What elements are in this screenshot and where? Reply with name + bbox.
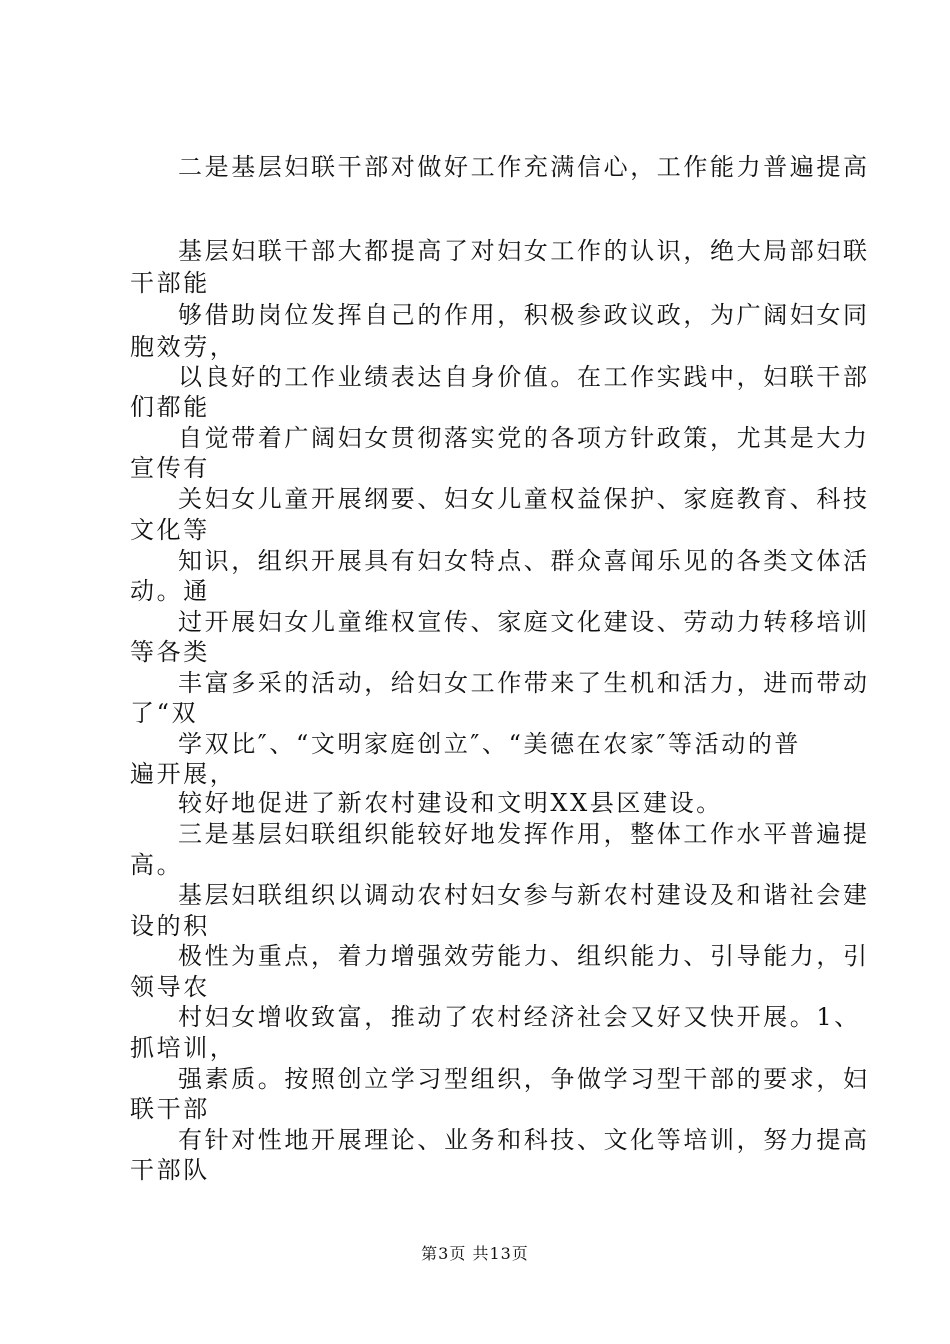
body-line: 设的积 (130, 912, 210, 940)
body-line: 村妇女增收致富，推动了农村经济社会又好又快开展。1、 (178, 1003, 861, 1031)
body-line: 高。 (130, 851, 184, 879)
body-line: 基层妇联组织以调动农村妇女参与新农村建设及和谐社会建 (178, 881, 870, 909)
body-line: 了“双 (130, 699, 199, 727)
body-line: 知识，组织开展具有妇女特点、群众喜闻乐见的各类文体活 (178, 547, 870, 575)
body-line: 文化等 (130, 516, 210, 544)
body-line: 联干部 (130, 1095, 210, 1123)
body-line: 三是基层妇联组织能较好地发挥作用，整体工作水平普遍提 (178, 820, 870, 848)
body-line: 领导农 (130, 973, 210, 1001)
body-line: 们都能 (130, 393, 210, 421)
body-line: 抓培训， (130, 1034, 237, 1062)
body-line: 丰富多采的活动，给妇女工作带来了生机和活力，进而带动 (178, 669, 870, 697)
body-line: 干部能 (130, 269, 210, 297)
body-line: 宣传有 (130, 454, 210, 482)
body-line: 过开展妇女儿童维权宣传、家庭文化建设、劳动力转移培训 (178, 608, 870, 636)
body-line: 等各类 (130, 638, 210, 666)
body-line: 强素质。按照创立学习型组织，争做学习型干部的要求，妇 (178, 1065, 870, 1093)
body-line: 遍开展， (130, 760, 237, 788)
body-line: 较好地促进了新农村建设和文明XX县区建设。 (178, 789, 723, 817)
page-number-footer: 第3页 共13页 (421, 1244, 529, 1263)
body-line: 关妇女儿童开展纲要、妇女儿童权益保护、家庭教育、科技 (178, 485, 870, 513)
body-line: 够借助岗位发挥自己的作用，积极参政议政，为广阔妇女同 (178, 301, 870, 329)
body-line: 胞效劳， (130, 333, 237, 361)
body-line: 自觉带着广阔妇女贯彻落实党的各项方针政策，尤其是大力 (178, 424, 870, 452)
body-line: 以良好的工作业绩表达自身价值。在工作实践中，妇联干部 (178, 363, 870, 391)
body-line: 动。通 (130, 577, 210, 605)
body-line: 有针对性地开展理论、业务和科技、文化等培训，努力提高 (178, 1126, 870, 1154)
body-line: 干部队 (130, 1156, 210, 1184)
section-heading: 二是基层妇联干部对做好工作充满信心，工作能力普遍提高 (178, 153, 870, 181)
body-line: 学双比″、“文明家庭创立″、“美德在农家″等活动的普 (178, 730, 802, 758)
body-line: 极性为重点，着力增强效劳能力、组织能力、引导能力，引 (178, 942, 870, 970)
body-line: 基层妇联干部大都提高了对妇女工作的认识，绝大局部妇联 (178, 237, 870, 265)
